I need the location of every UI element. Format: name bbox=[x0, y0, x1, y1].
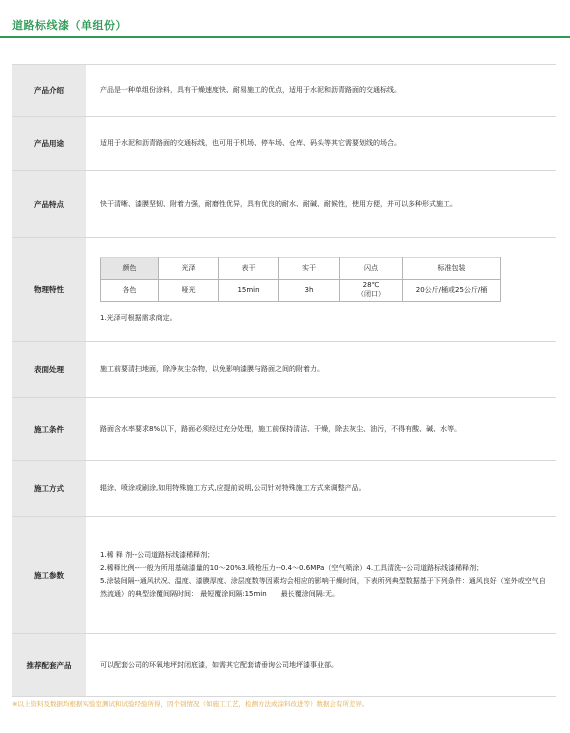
value-cell: 28℃ （闭口） bbox=[340, 279, 403, 301]
physical-note: 1.光泽可根据需求商定。 bbox=[100, 313, 177, 322]
row-recommended bbox=[12, 634, 556, 697]
value-cell: 15min bbox=[219, 279, 279, 301]
param-line: 2.稀释比例--一般为所用基础漆量的10～20%3.喷枪压力--0.4～0.6MPa（空气喷涂）4.工具清洗--公司道路标线漆稀释剂； bbox=[100, 564, 484, 572]
row-surface bbox=[12, 342, 556, 398]
value-cell: 20公斤/桶或25公斤/桶 bbox=[403, 279, 501, 301]
footnote: ※以上资料及数据均根据实验室测试和试验经验所得，因个别情况（如施工工艺，检测方法或涂料改进等）数据会有所差异。 bbox=[12, 700, 369, 708]
physical-header-row bbox=[101, 257, 501, 279]
row-label: 产品介绍 bbox=[12, 65, 86, 117]
physical-properties-table bbox=[100, 257, 501, 302]
row-method bbox=[12, 461, 556, 517]
row-value bbox=[86, 517, 556, 634]
value-cell: 哑光 bbox=[159, 279, 219, 301]
row-label: 施工方式 bbox=[12, 461, 86, 517]
row-label: 产品用途 bbox=[12, 117, 86, 171]
row-value: 快干清晰、漆膜坚韧、附着力强，耐磨性优异，具有优良的耐水、耐碱、耐候性，使用方便，并可以多种形式施工。 bbox=[86, 171, 556, 238]
header-cell: 标准包装 bbox=[403, 257, 501, 279]
value-cell: 各色 bbox=[101, 279, 159, 301]
physical-value-row bbox=[101, 279, 501, 301]
row-label: 表面处理 bbox=[12, 342, 86, 398]
row-conditions bbox=[12, 398, 556, 461]
header-cell: 颜色 bbox=[101, 257, 159, 279]
row-label: 施工参数 bbox=[12, 517, 86, 634]
header-cell: 闪点 bbox=[340, 257, 403, 279]
row-features bbox=[12, 171, 556, 238]
title-divider bbox=[0, 36, 570, 38]
value-cell: 3h bbox=[279, 279, 340, 301]
row-value: 辊涂、喷涂或刷涂,如用特殊施工方式,应提前说明,公司针对特殊施工方式来调整产品。 bbox=[86, 461, 556, 517]
row-usage bbox=[12, 117, 556, 171]
row-intro bbox=[12, 65, 556, 117]
row-value: 适用于水泥和沥青路面的交通标线，也可用于机场、停车场、仓库、码头等其它需要划线的场合。 bbox=[86, 117, 556, 171]
row-label: 物理特性 bbox=[12, 238, 86, 342]
row-label: 推荐配套产品 bbox=[12, 634, 86, 697]
row-value: 产品是一种单组份涂料，具有干燥速度快、耐易施工的优点，适用于水泥和沥青路面的交通标线。 bbox=[86, 65, 556, 117]
row-physical bbox=[12, 238, 556, 342]
row-label: 产品特点 bbox=[12, 171, 86, 238]
spec-table bbox=[12, 64, 556, 697]
row-value: 施工前要清扫地面，除净灰尘杂物，以免影响漆膜与路面之间的附着力。 bbox=[86, 342, 556, 398]
row-value: 路面含水率要求8%以下，路面必须经过充分处理，施工前保持清洁、干燥，除去灰尘、油污，不得有酸、碱、水等。 bbox=[86, 398, 556, 461]
param-line: 5.涂装间隔--通风状况、温度、漆膜厚度、涂层度数等因素均会相应的影响干燥时间，下表所列典型数据基于下列条件：通风良好（室外或空气自然流通）的典型涂覆间隔时间： 最短覆涂间隔:15min 最长覆涂间隔:无。 bbox=[100, 577, 546, 598]
header-cell: 表干 bbox=[219, 257, 279, 279]
header-cell: 光泽 bbox=[159, 257, 219, 279]
param-line: 1.稀 释 剂--公司道路标线漆稀释剂； bbox=[100, 551, 215, 559]
row-label: 施工条件 bbox=[12, 398, 86, 461]
page-title: 道路标线漆（单组份） bbox=[12, 19, 127, 32]
row-value bbox=[86, 238, 556, 342]
header-cell: 实干 bbox=[279, 257, 340, 279]
row-parameters bbox=[12, 517, 556, 634]
row-value: 可以配套公司的环氧地坪封闭底漆，如需其它配套请垂询公司地坪漆事业部。 bbox=[86, 634, 556, 697]
